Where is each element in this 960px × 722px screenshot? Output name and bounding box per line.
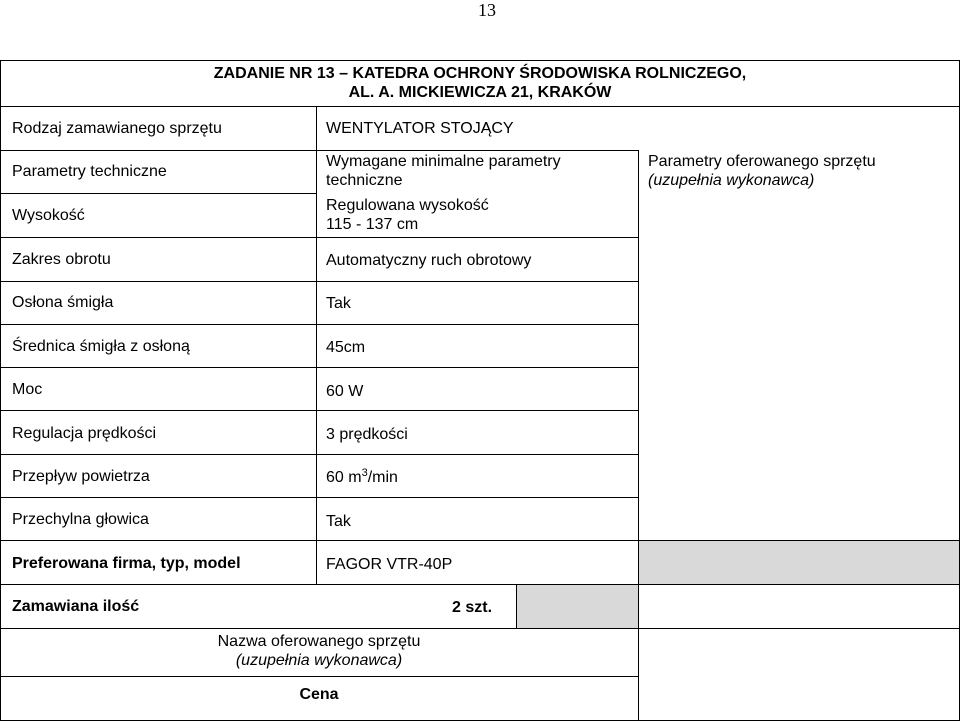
- params-label: Parametry techniczne: [12, 163, 167, 180]
- page-number: 13: [478, 0, 496, 20]
- row-value-rotation: Automatyczny ruch obrotowy: [326, 252, 532, 269]
- row-value-speed: 3 prędkości: [326, 426, 408, 443]
- row-label-height: Wysokość: [12, 207, 85, 224]
- header-line-2: AL. A. MICKIEWICZA 21, KRAKÓW: [348, 84, 612, 101]
- header-line-1: ZADANIE NR 13 – KATEDRA OCHRONY ŚRODOWISKA ROLNICZEGO,: [213, 65, 747, 82]
- preferred-label: Preferowana firma, typ, model: [12, 555, 241, 572]
- row-label-speed: Regulacja prędkości: [12, 425, 157, 442]
- row-value-diameter: 45cm: [326, 339, 366, 356]
- row-value-height: Regulowana wysokość 115 - 137 cm: [326, 197, 489, 233]
- row-label-airflow: Przepływ powietrza: [12, 468, 150, 485]
- quantity-label: Zamawiana ilość: [12, 598, 140, 615]
- preferred-value: FAGOR VTR-40P: [326, 556, 453, 573]
- row-label-rotation: Zakres obrotu: [12, 251, 111, 268]
- row-label-tilt: Przechylna głowica: [12, 511, 149, 528]
- equipment-type-label: Rodzaj zamawianego sprzętu: [12, 120, 222, 137]
- row-value-power: 60 W: [326, 383, 364, 400]
- price-label: Cena: [299, 686, 339, 703]
- row-value-tilt: Tak: [326, 513, 351, 530]
- offered-name-label: Nazwa oferowanego sprzętu (uzupełnia wykonawca): [217, 633, 421, 669]
- equipment-type-value: WENTYLATOR STOJĄCY: [326, 120, 514, 137]
- row-label-power: Moc: [12, 381, 43, 398]
- row-label-guard: Osłona śmigła: [12, 294, 114, 311]
- header-title: [0, 64, 960, 102]
- shaded-cell: [638, 540, 959, 584]
- offered-params-heading: Parametry oferowanego sprzętu (uzupełnia wykonawca): [648, 153, 876, 189]
- required-params-heading: Wymagane minimalne parametry techniczne: [326, 153, 561, 189]
- quantity-value: 2 szt.: [452, 599, 493, 616]
- row-value-guard: Tak: [326, 295, 351, 312]
- row-label-diameter: Średnica śmigła z osłoną: [12, 338, 190, 355]
- row-value-airflow: 60 $m^3/\min$: [326, 467, 398, 486]
- shaded-cell: [516, 584, 638, 628]
